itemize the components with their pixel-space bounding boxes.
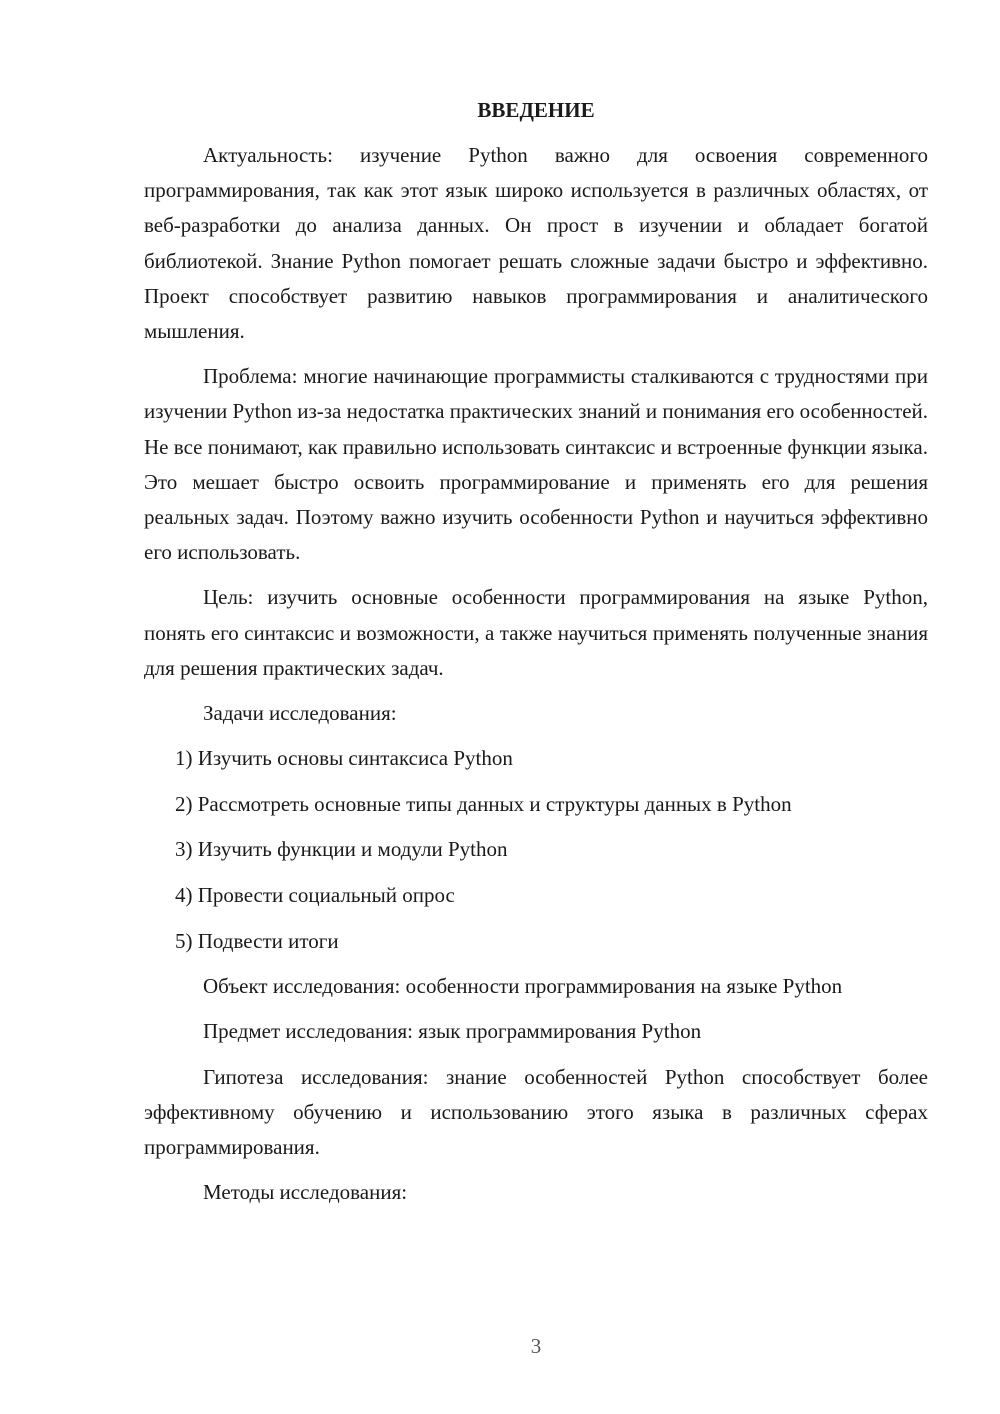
- section-title: ВВЕДЕНИЕ: [477, 98, 595, 122]
- task-item: 3) Изучить функции и модули Python: [175, 837, 508, 862]
- relevance-paragraph: Актуальность: изучение Python важно для освоения современного программирования, так как этот язык широко используется в различных областях, от веб-разработки до анализа данных. Он прост в изучении и обладает богатой библиотекой. Знание Python помогает решать сложные задачи быстро и эффективно. Проект способствует развитию навыков программирования и аналитического мышления.: [144, 143, 928, 344]
- tasks-heading: Задачи исследования:: [203, 701, 397, 726]
- task-item: 4) Провести социальный опрос: [175, 883, 455, 908]
- page-content: [144, 96, 928, 1220]
- task-item: 5) Подвести итоги: [175, 928, 339, 953]
- task-item: 1) Изучить основы синтаксиса Python: [175, 746, 513, 771]
- methods-heading: Методы исследования:: [203, 1180, 408, 1205]
- problem-paragraph: Проблема: многие начинающие программисты сталкиваются с трудностями при изучении Python из-за недостатка практических знаний и понимания его особенностей. Не все понимают, как правильно использовать синтаксис и встроенные функции языка. Это мешает быстро освоить программирование и применять его для решения реальных задач. Поэтому важно изучить особенности Python и научиться эффективно его использовать.: [144, 364, 928, 565]
- object-paragraph: Объект исследования: особенности программирования на языке Python: [203, 974, 843, 999]
- task-item: 2) Рассмотреть основные типы данных и структуры данных в Python: [175, 791, 792, 816]
- goal-paragraph: Цель: изучить основные особенности программирования на языке Python, понять его синтаксис и возможности, а также научиться применять полученные знания для решения практических задач.: [144, 585, 928, 680]
- hypothesis-paragraph: Гипотеза исследования: знание особенностей Python способствует более эффективному обучению и использованию этого языка в различных сферах программирования.: [144, 1064, 928, 1160]
- tasks-list: [144, 741, 928, 959]
- page-number: 3: [530, 1334, 542, 1358]
- subject-paragraph: Предмет исследования: язык программирования Python: [203, 1019, 702, 1044]
